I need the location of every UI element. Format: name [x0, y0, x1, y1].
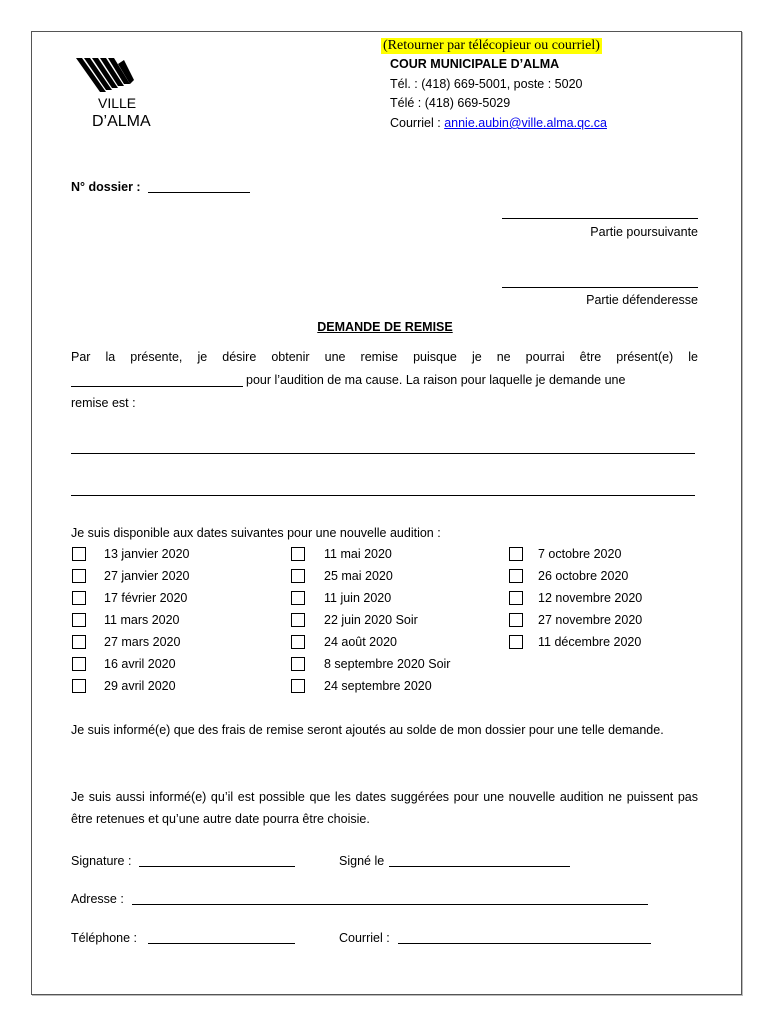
signed-on-field[interactable] [389, 866, 570, 867]
date-option: 17 février 2020 [104, 591, 188, 605]
reason-field-2[interactable] [71, 495, 695, 496]
date-checkbox[interactable] [72, 613, 86, 627]
plaintiff-label: Partie poursuivante [590, 225, 698, 239]
date-option: 11 mars 2020 [104, 613, 180, 627]
date-checkbox[interactable] [509, 635, 523, 649]
date-checkbox[interactable] [72, 547, 86, 561]
plaintiff-field[interactable] [502, 218, 698, 219]
date-option: 27 janvier 2020 [104, 569, 190, 583]
address-label: Adresse : [71, 892, 124, 906]
date-checkbox[interactable] [291, 679, 305, 693]
date-checkbox[interactable] [291, 657, 305, 671]
defendant-field[interactable] [502, 287, 698, 288]
date-option: 29 avril 2020 [104, 679, 176, 693]
date-option: 8 septembre 2020 Soir [324, 657, 451, 671]
date-option: 24 septembre 2020 [324, 679, 432, 693]
date-option: 13 janvier 2020 [104, 547, 190, 561]
date-checkbox[interactable] [291, 591, 305, 605]
date-checkbox[interactable] [72, 591, 86, 605]
document-title: DEMANDE DE REMISE [317, 320, 453, 334]
date-option: 22 juin 2020 Soir [324, 613, 418, 627]
return-instructions: (Retourner par télécopieur ou courriel) [383, 38, 600, 53]
date-option: 11 décembre 2020 [538, 635, 642, 649]
date-option: 26 octobre 2020 [538, 569, 629, 583]
fees-notice: Je suis informé(e) que des frais de remise seront ajoutés au solde de mon dossier pour une telle demande. [71, 723, 664, 737]
date-option: 24 août 2020 [324, 635, 397, 649]
date-option: 16 avril 2020 [104, 657, 176, 671]
hearing-date-field[interactable] [71, 386, 243, 387]
date-checkbox[interactable] [72, 679, 86, 693]
email-field[interactable] [398, 943, 651, 944]
date-notice: Je suis aussi informé(e) qu’il est possible que les dates suggérées pour une nouvelle audition ne puissent pas être retenues et qu’une autre date pourra être choisie. [71, 790, 698, 826]
dossier-label: N° dossier : [71, 180, 141, 194]
logo-text-ville: VILLE [98, 95, 137, 111]
signed-on-label: Signé le [339, 854, 385, 868]
email-form-label: Courriel : [339, 931, 390, 945]
signature-field[interactable] [139, 866, 295, 867]
email-link[interactable]: annie.aubin@ville.alma.qc.ca [444, 116, 607, 130]
logo-text-alma: D’ALMA [92, 113, 151, 128]
date-checkbox[interactable] [509, 547, 523, 561]
request-text-line-3: remise est : [71, 396, 136, 410]
court-name: COUR MUNICIPALE D’ALMA [390, 57, 560, 71]
date-checkbox[interactable] [509, 613, 523, 627]
defendant-label: Partie défenderesse [586, 293, 698, 307]
phone-field[interactable] [148, 943, 295, 944]
date-option: 7 octobre 2020 [538, 547, 622, 561]
date-checkbox[interactable] [509, 591, 523, 605]
date-checkbox[interactable] [291, 569, 305, 583]
ville-alma-logo [72, 58, 156, 128]
court-phone: Tél. : (418) 669-5001, poste : 5020 [390, 77, 583, 91]
date-checkbox[interactable] [72, 657, 86, 671]
date-option: 27 mars 2020 [104, 635, 181, 649]
date-option: 11 juin 2020 [324, 591, 392, 605]
date-option: 27 novembre 2020 [538, 613, 643, 627]
phone-label: Téléphone : [71, 931, 138, 945]
court-email [390, 116, 607, 130]
dossier-number-field[interactable] [148, 192, 250, 193]
availability-label: Je suis disponible aux dates suivantes pour une nouvelle audition : [71, 526, 441, 540]
date-checkbox[interactable] [72, 569, 86, 583]
reason-field-1[interactable] [71, 453, 695, 454]
address-field[interactable] [132, 904, 648, 905]
date-option: 11 mai 2020 [324, 547, 392, 561]
date-checkbox[interactable] [291, 547, 305, 561]
signature-label: Signature : [71, 854, 132, 868]
date-checkbox[interactable] [291, 635, 305, 649]
date-option: 25 mai 2020 [324, 569, 393, 583]
email-label: Courriel : [390, 116, 445, 130]
date-option: 12 novembre 2020 [538, 591, 643, 605]
request-text-line-1: Par la présente, je désire obtenir une remise puisque je ne pourrai être présent(e) le [71, 350, 698, 364]
date-checkbox[interactable] [291, 613, 305, 627]
request-text-line-2: pour l’audition de ma cause. La raison pour laquelle je demande une [246, 373, 626, 387]
date-checkbox[interactable] [509, 569, 523, 583]
date-checkbox[interactable] [72, 635, 86, 649]
document-page [31, 31, 742, 995]
court-fax: Télé : (418) 669-5029 [390, 96, 511, 110]
